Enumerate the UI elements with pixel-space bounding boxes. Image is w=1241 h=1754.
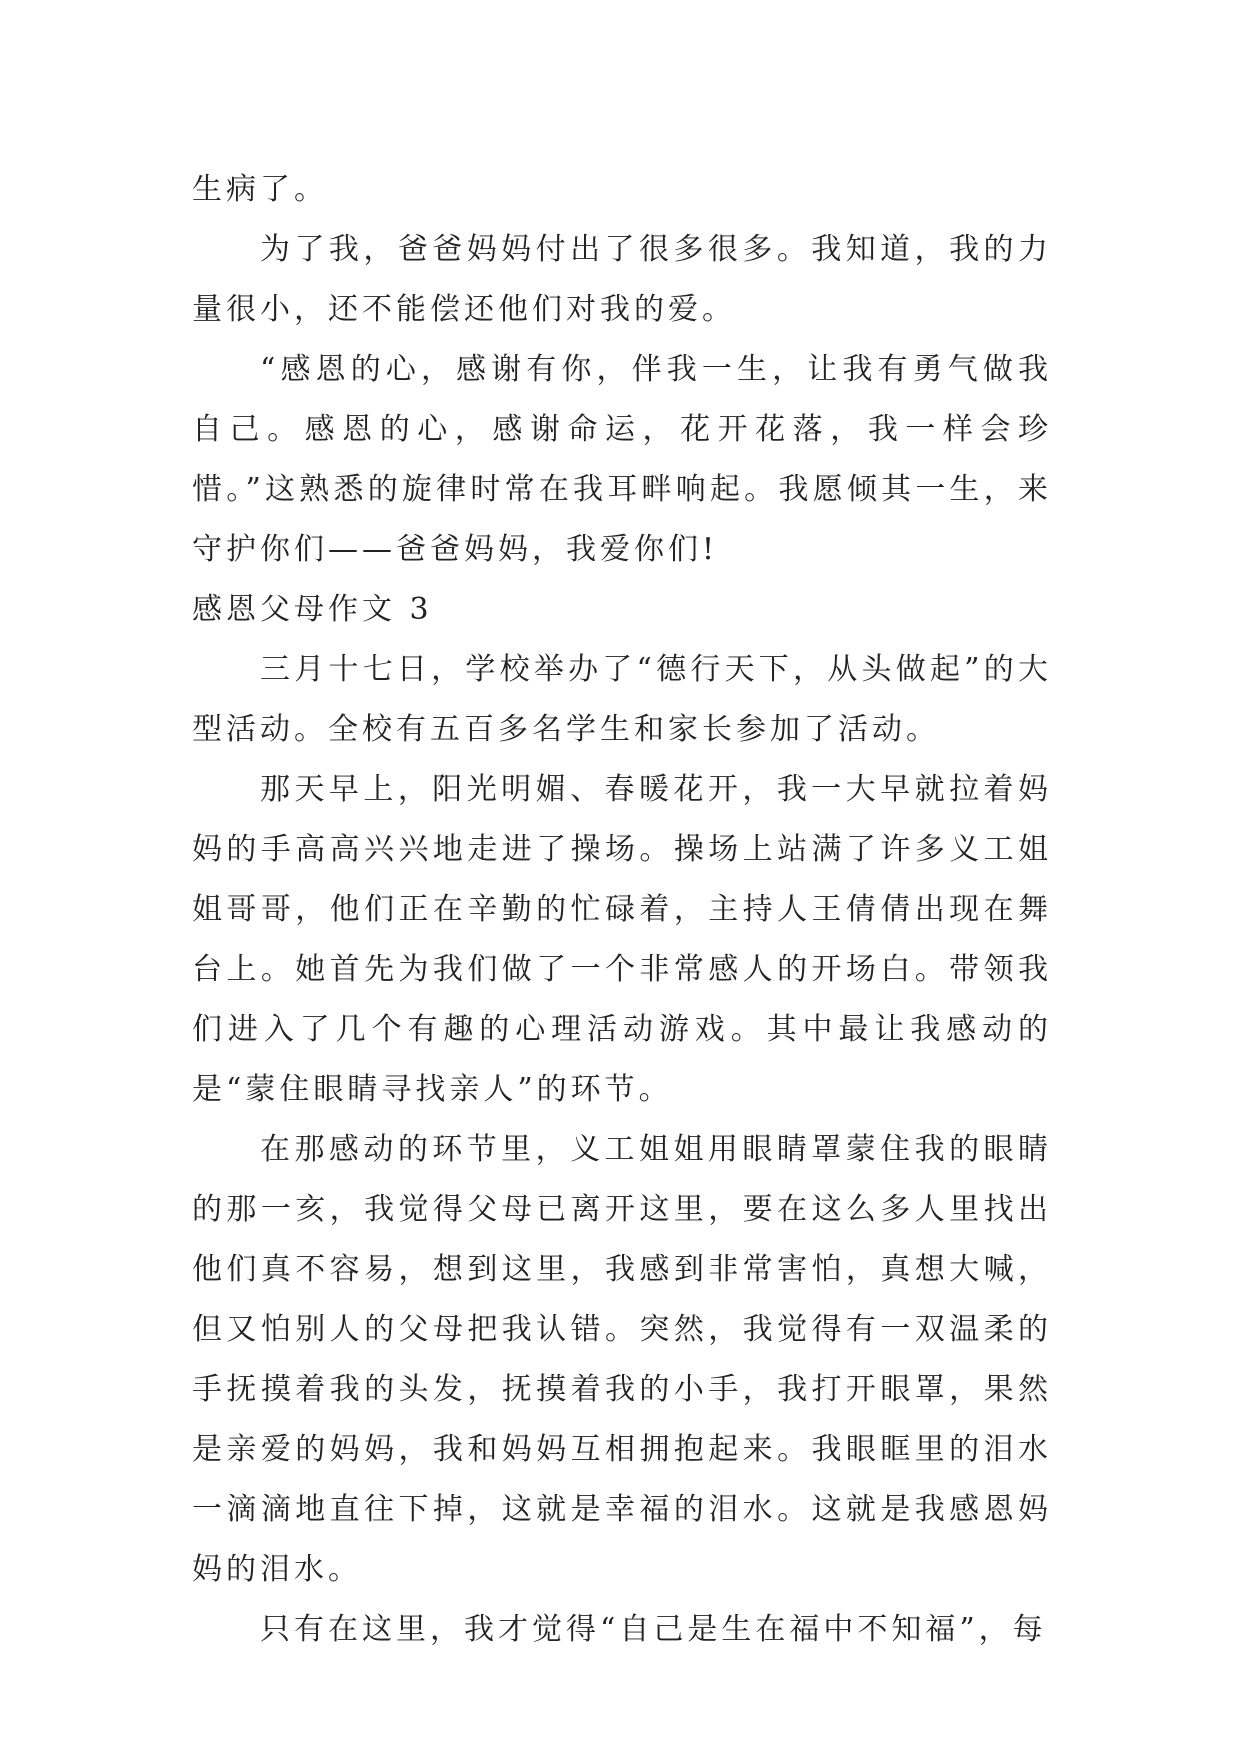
- section-title: 感恩父母作文 3: [192, 592, 433, 627]
- paragraph-3: “感恩的心，感谢有你，伴我一生，让我有勇气做我自己。感恩的心，感谢命运，花开花落，我一样会珍惜。”这熟悉的旋律时常在我耳畔响起。我愿倾其一生，来守护你们——爸爸妈妈，我爱你们!: [192, 352, 1052, 567]
- document-body: [192, 160, 1052, 1660]
- paragraph-6: 在那感动的环节里，义工姐姐用眼睛罩蒙住我的眼睛的那一亥，我觉得父母已离开这里，要在这么多人里找出他们真不容易，想到这里，我感到非常害怕，真想大喊，但又怕别人的父母把我认错。突然，我觉得有一双温柔的手抚摸着我的头发，抚摸着我的小手，我打开眼罩，果然是亲爱的妈妈，我和妈妈互相拥抱起来。我眼眶里的泪水一滴滴地直往下掉，这就是幸福的泪水。这就是我感恩妈妈的泪水。: [192, 1132, 1052, 1587]
- paragraph-5: 那天早上，阳光明媚、春暖花开，我一大早就拉着妈妈的手高高兴兴地走进了操场。操场上站满了许多义工姐姐哥哥，他们正在辛勤的忙碌着，主持人王倩倩出现在舞台上。她首先为我们做了一个非常感人的开场白。带领我们进入了几个有趣的心理活动游戏。其中最让我感动的是“蒙住眼睛寻找亲人”的环节。: [192, 772, 1052, 1107]
- paragraph-7: 只有在这里，我才觉得“自己是生在福中不知福”，每: [260, 1612, 1047, 1647]
- paragraph-2: 为了我，爸爸妈妈付出了很多很多。我知道，我的力量很小，还不能偿还他们对我的爱。: [192, 232, 1052, 327]
- paragraph-1: 生病了。: [192, 172, 328, 207]
- paragraph-4: 三月十七日，学校举办了“德行天下，从头做起”的大型活动。全校有五百多名学生和家长参加了活动。: [192, 652, 1052, 747]
